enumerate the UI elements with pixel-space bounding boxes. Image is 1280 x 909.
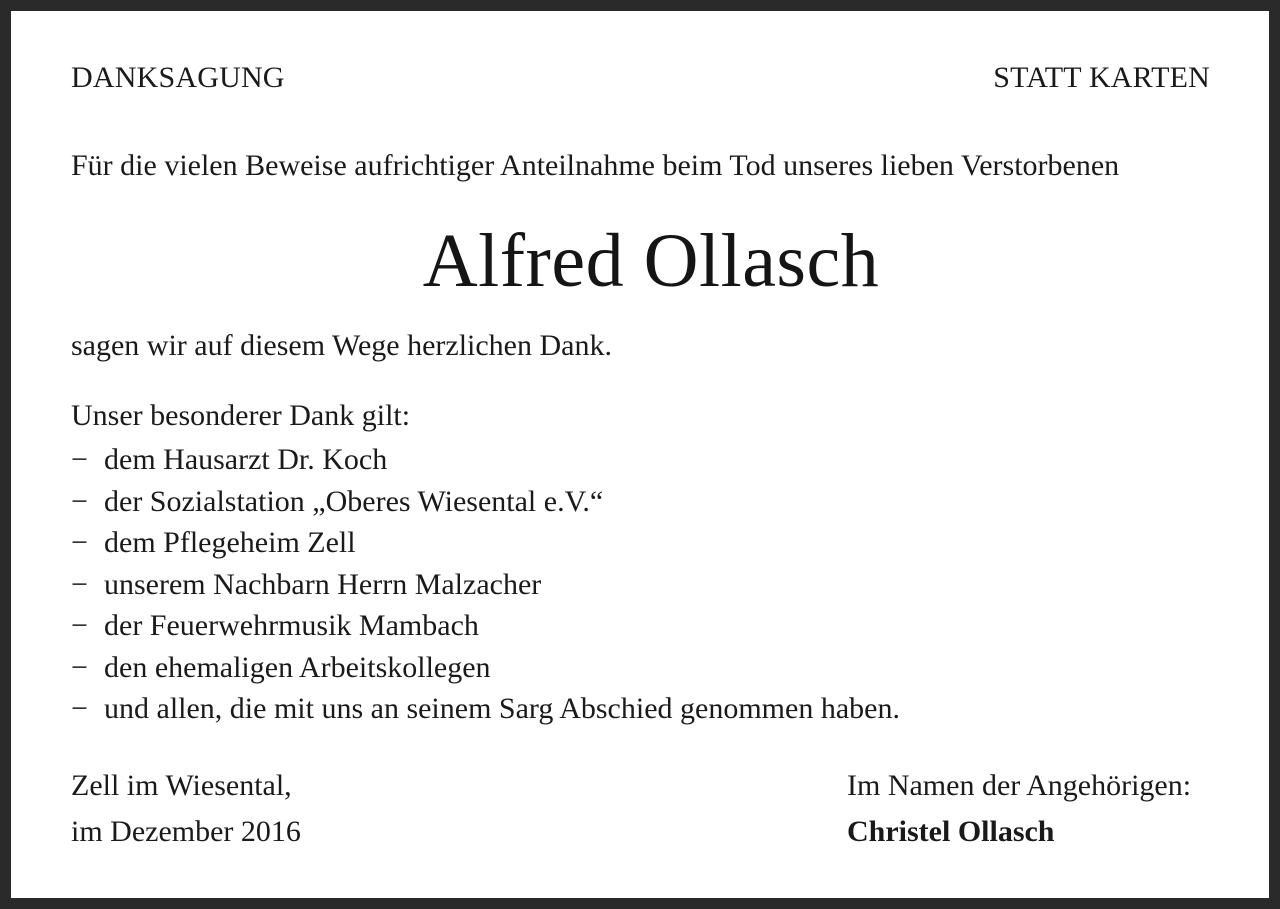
dash-bullet: − [71,650,88,684]
list-item [71,647,900,689]
list-item-text: unserem Nachbarn Herrn Malzacher [104,567,542,601]
dash-bullet: − [71,443,88,476]
list-item [71,688,900,730]
dash-bullet: − [71,609,88,642]
special-thanks-heading: Unser besonderer Dank gilt: [71,399,411,432]
heading-statt-karten: STATT KARTEN [993,61,1210,94]
special-thanks-list [71,439,900,730]
date-text: im Dezember 2016 [71,815,301,848]
list-item [71,605,900,647]
list-item-text: dem Hausarzt Dr. Koch [104,443,388,476]
list-item-text: der Feuerwehrmusik Mambach [104,609,479,642]
intro-text: Für die vielen Beweise aufrichtiger Anteilnahme beim Tod unseres lieben Verstorbenen [71,149,1120,182]
deceased-name: Alfred Ollasch [422,219,880,303]
place-text: Zell im Wiesental, [71,769,292,802]
list-item-text: den ehemaligen Arbeitskollegen [104,650,491,684]
heading-danksagung: DANKSAGUNG [71,61,285,94]
list-item-text: dem Pflegeheim Zell [104,526,356,559]
list-item-text: und allen, die mit uns an seinem Sarg Abschied genommen haben. [104,692,900,725]
signature-name: Christel Ollasch [847,815,1055,848]
dash-bullet: − [71,692,88,725]
dash-bullet: − [71,526,88,559]
dash-bullet: − [71,567,88,601]
list-item [71,564,900,606]
signature-label: Im Namen der Angehörigen: [847,769,1192,802]
dash-bullet: − [71,484,88,518]
list-item [71,439,900,481]
list-item [71,522,900,564]
list-item-text: der Sozialstation „Oberes Wiesental e.V.“ [104,484,604,518]
thanks-text: sagen wir auf diesem Wege herzlichen Dank. [71,329,612,362]
list-item [71,481,900,523]
